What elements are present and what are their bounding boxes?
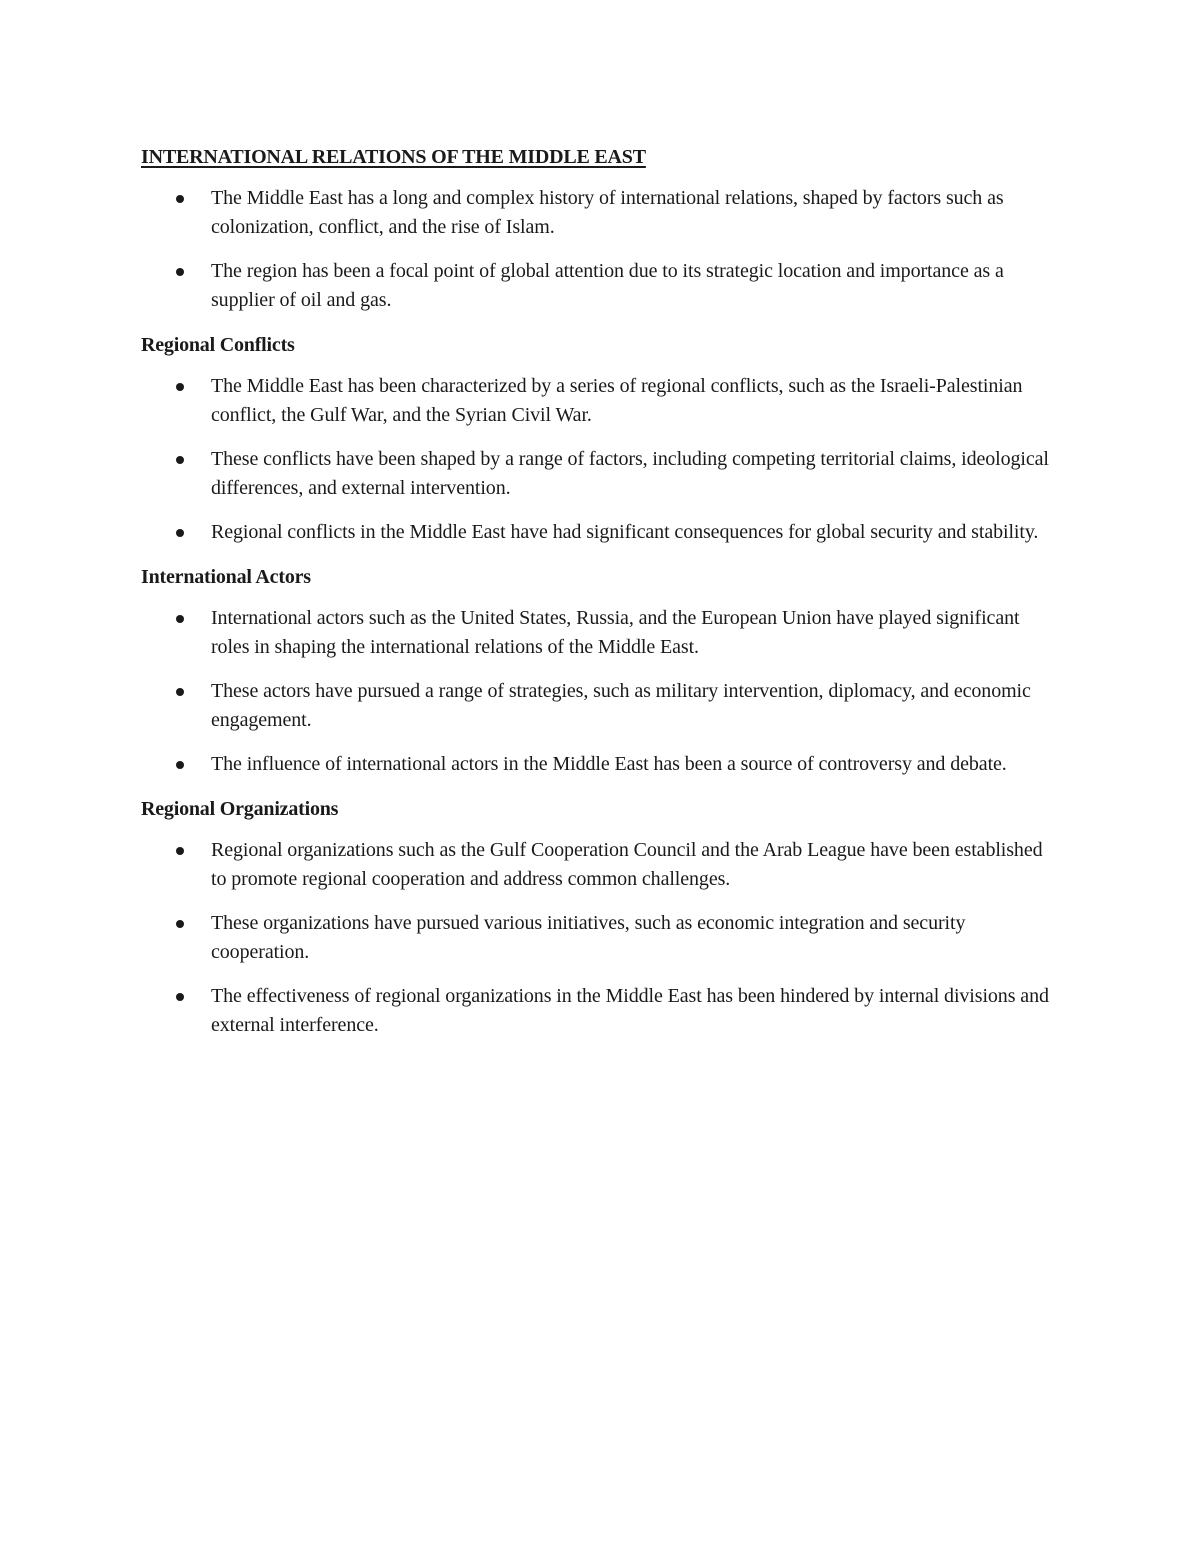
- list-item: [141, 909, 1061, 967]
- list-item-text: Regional conflicts in the Middle East have had significant consequences for global security and stability.: [211, 521, 1039, 543]
- bullet-list: [141, 836, 1061, 1040]
- list-item-text: These organizations have pursued various initiatives, such as economic integration and security cooperation.: [211, 912, 966, 963]
- list-item: [141, 836, 1061, 894]
- list-item: [141, 184, 1061, 242]
- section-heading: Regional Conflicts: [141, 334, 295, 356]
- list-item-text: These actors have pursued a range of strategies, such as military intervention, diplomacy, and economic engagement.: [211, 680, 1031, 731]
- bullet-icon: [176, 383, 184, 391]
- list-item: [141, 372, 1061, 430]
- section-heading: Regional Organizations: [141, 798, 339, 820]
- intro-bullet-list: [141, 184, 1061, 315]
- bullet-list: [141, 604, 1061, 779]
- bullet-icon: [176, 195, 184, 203]
- bullet-list: [141, 372, 1061, 547]
- list-item: [141, 677, 1061, 735]
- bullet-icon: [176, 847, 184, 855]
- list-item-text: International actors such as the United States, Russia, and the European Union have played significant roles in shaping the international relations of the Middle East.: [211, 607, 1020, 658]
- bullet-icon: [176, 920, 184, 928]
- list-item: [141, 445, 1061, 503]
- list-item-text: The Middle East has been characterized by a series of regional conflicts, such as the Israeli-Palestinian conflict, the Gulf War, and the Syrian Civil War.: [211, 375, 1023, 426]
- list-item-text: The Middle East has a long and complex history of international relations, shaped by factors such as colonization, conflict, and the rise of Islam.: [211, 187, 1004, 238]
- document-title: INTERNATIONAL RELATIONS OF THE MIDDLE EAST: [141, 146, 646, 168]
- section-regional-conflicts: [141, 330, 1061, 547]
- list-item-text: The region has been a focal point of global attention due to its strategic location and importance as a supplier of oil and gas.: [211, 260, 1004, 311]
- bullet-icon: [176, 615, 184, 623]
- section-international-actors: [141, 562, 1061, 779]
- list-item-text: These conflicts have been shaped by a range of factors, including competing territorial claims, ideological differences, and external intervention.: [211, 448, 1049, 499]
- bullet-icon: [176, 529, 184, 537]
- list-item: [141, 257, 1061, 315]
- document-content: [141, 142, 1061, 1055]
- section-regional-organizations: [141, 794, 1061, 1040]
- section-heading: International Actors: [141, 566, 311, 588]
- bullet-icon: [176, 761, 184, 769]
- list-item-text: The effectiveness of regional organizations in the Middle East has been hindered by internal divisions and external interference.: [211, 985, 1049, 1036]
- list-item-text: Regional organizations such as the Gulf Cooperation Council and the Arab League have been established to promote regional cooperation and address common challenges.: [211, 839, 1043, 890]
- list-item: [141, 982, 1061, 1040]
- bullet-icon: [176, 688, 184, 696]
- list-item: [141, 604, 1061, 662]
- list-item-text: The influence of international actors in the Middle East has been a source of controversy and debate.: [211, 753, 1007, 775]
- bullet-icon: [176, 268, 184, 276]
- bullet-icon: [176, 993, 184, 1001]
- list-item: [141, 750, 1061, 779]
- bullet-icon: [176, 456, 184, 464]
- list-item: [141, 518, 1061, 547]
